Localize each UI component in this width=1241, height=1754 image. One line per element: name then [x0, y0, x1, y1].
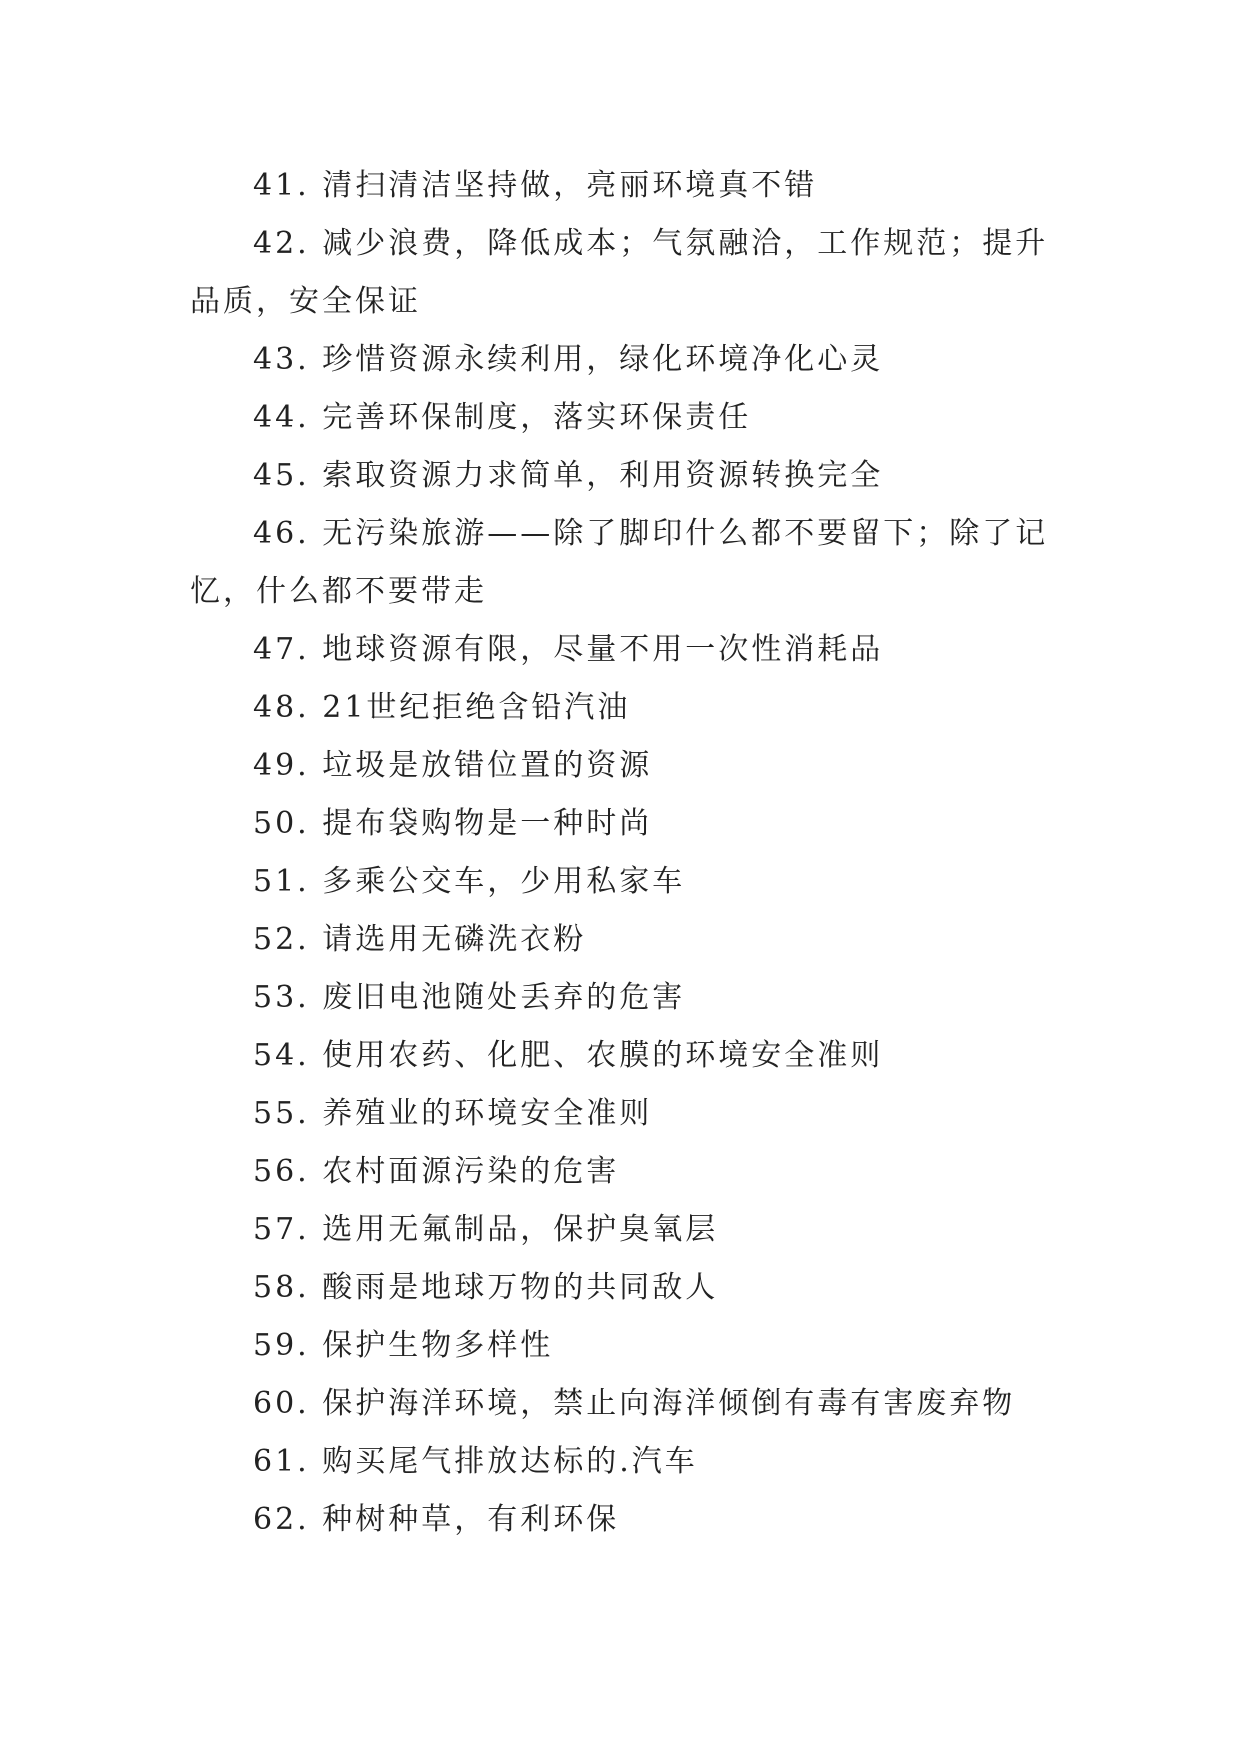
list-item-45: 45. 索取资源力求简单，利用资源转换完全 [253, 458, 884, 493]
list-item-52: 52. 请选用无磷洗衣粉 [253, 922, 587, 957]
document-body [190, 157, 1052, 1549]
list-item-43: 43. 珍惜资源永续利用，绿化环境净化心灵 [253, 342, 884, 377]
list-item-54: 54. 使用农药、化肥、农膜的环境安全准则 [253, 1038, 884, 1073]
list-item-55: 55. 养殖业的环境安全准则 [253, 1096, 653, 1131]
list-item-58: 58. 酸雨是地球万物的共同敌人 [253, 1270, 719, 1305]
list-item-59: 59. 保护生物多样性 [253, 1328, 554, 1363]
list-item-61: 61. 购买尾气排放达标的.汽车 [253, 1444, 698, 1479]
list-item-46: 46. 无污染旅游——除了脚印什么都不要留下；除了记忆，什么都不要带走 [190, 516, 1049, 609]
list-item-56: 56. 农村面源污染的危害 [253, 1154, 620, 1189]
list-item-44: 44. 完善环保制度，落实环保责任 [253, 400, 752, 435]
list-item-49: 49. 垃圾是放错位置的资源 [253, 748, 653, 783]
list-item-53: 53. 废旧电池随处丢弃的危害 [253, 980, 686, 1015]
list-item-41: 41. 清扫清洁坚持做，亮丽环境真不错 [253, 168, 818, 203]
list-item-62: 62. 种树种草，有利环保 [253, 1502, 620, 1537]
list-item-48: 48. 21世纪拒绝含铅汽油 [253, 690, 631, 725]
list-item-51: 51. 多乘公交车，少用私家车 [253, 864, 686, 899]
list-item-42: 42. 减少浪费，降低成本；气氛融洽，工作规范；提升品质，安全保证 [190, 226, 1049, 319]
list-item-60: 60. 保护海洋环境，禁止向海洋倾倒有毒有害废弃物 [253, 1386, 1016, 1421]
list-item-47: 47. 地球资源有限，尽量不用一次性消耗品 [253, 632, 884, 667]
list-item-57: 57. 选用无氟制品，保护臭氧层 [253, 1212, 719, 1247]
list-item-50: 50. 提布袋购物是一种时尚 [253, 806, 653, 841]
